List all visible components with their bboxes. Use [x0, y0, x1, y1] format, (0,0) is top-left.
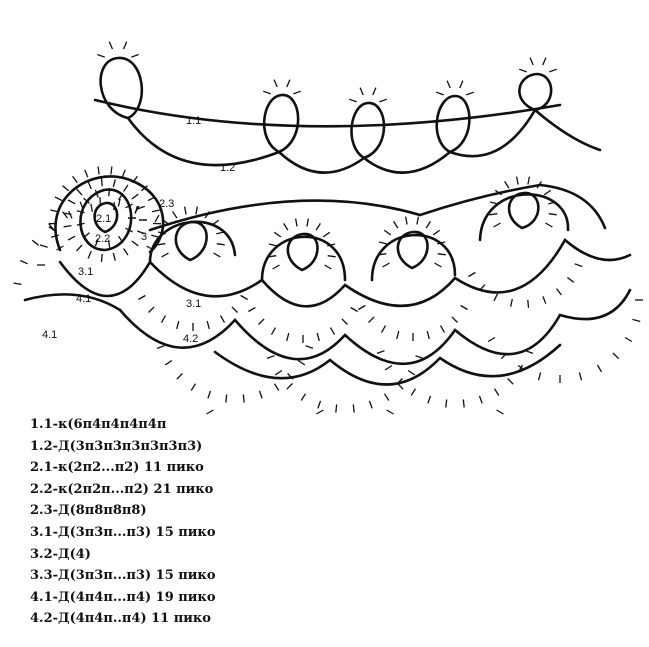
picot-mark [124, 42, 127, 49]
picot-mark [579, 372, 581, 380]
picot-mark [296, 219, 298, 227]
picot-mark [217, 244, 225, 245]
ring-1-1-b [264, 95, 298, 152]
picot-mark [293, 91, 301, 94]
picot-mark [323, 232, 330, 237]
picot-mark [241, 296, 248, 300]
picot-mark [151, 235, 159, 237]
picot-mark [301, 394, 305, 401]
picot-mark [379, 99, 387, 102]
ring-1-1-e [519, 74, 551, 110]
chain-2-3 [150, 185, 605, 230]
picot-mark [274, 80, 277, 87]
picot-mark [162, 316, 166, 323]
picot-mark [511, 299, 513, 307]
picot-mark [102, 178, 103, 186]
ring-1-1-d [437, 96, 470, 152]
picot-mark [385, 366, 392, 370]
legend-item: 3.1-Д(3п3п...п3) 15 пико [30, 524, 216, 540]
picot-mark [494, 294, 498, 301]
picot-mark [317, 410, 324, 414]
picot-mark [436, 92, 444, 95]
label-3-1-left: 3.1 [78, 266, 94, 278]
picot-mark [543, 58, 546, 65]
picot-mark [328, 256, 336, 257]
picot-mark [124, 185, 128, 192]
picot-mark [20, 261, 27, 264]
picot-mark [379, 242, 387, 244]
picot-mark [317, 333, 319, 341]
picot-mark [480, 396, 483, 404]
picot-mark [284, 223, 288, 230]
picot-mark [411, 389, 415, 396]
picot-mark [369, 317, 375, 323]
picot-mark [263, 91, 271, 94]
picot-mark [85, 170, 88, 177]
arc-row2-b [262, 237, 345, 280]
picot-mark [226, 395, 227, 403]
legend [30, 414, 216, 630]
picot-mark [406, 217, 408, 225]
picot-mark [248, 308, 255, 312]
picot-mark [243, 395, 244, 403]
picot-mark [316, 223, 320, 230]
picot-mark [221, 316, 225, 323]
picot-mark [331, 328, 335, 335]
label-4-1-a: 4.1 [76, 293, 92, 305]
picot-mark [73, 176, 78, 183]
label-3: 3 [141, 231, 148, 243]
picot-mark [273, 265, 280, 269]
picot-mark [113, 179, 115, 187]
picot-mark [232, 307, 238, 313]
picot-mark [408, 371, 415, 375]
picot-mark [488, 338, 495, 342]
picot-mark [287, 333, 289, 341]
picot-mark [287, 384, 293, 390]
picot-mark [530, 58, 533, 65]
picot-mark [489, 214, 497, 215]
picot-mark [460, 81, 463, 88]
picot-mark [55, 197, 62, 201]
picot-mark [377, 351, 385, 354]
picot-mark [370, 401, 373, 409]
picot-mark [625, 338, 632, 342]
ring-1-1-c [352, 103, 384, 158]
picot-mark [385, 394, 389, 401]
legend-item: 2.2-к(2п2п...п2) 21 пико [30, 481, 214, 497]
picot-mark [446, 400, 447, 408]
picot-mark [88, 182, 91, 189]
picot-mark [463, 400, 464, 408]
picot-mark [138, 296, 145, 300]
picot-mark [426, 221, 430, 228]
picot-mark [433, 230, 440, 235]
picot-mark [466, 92, 474, 95]
picot-mark [497, 410, 504, 414]
picot-mark [435, 263, 442, 267]
picot-mark [397, 331, 399, 339]
picot-mark [360, 88, 363, 95]
picot-mark [185, 207, 187, 215]
picot-mark [557, 289, 562, 295]
picot-mark [14, 283, 22, 284]
picot-mark [111, 166, 112, 174]
label-3-1-mid: 3.1 [186, 298, 202, 310]
picot-mark [97, 55, 105, 58]
chain-1-2 [95, 100, 560, 126]
picot-mark [298, 361, 305, 365]
label-1-2: 1.2 [220, 162, 236, 174]
picot-mark [68, 236, 75, 240]
picot-mark [88, 251, 91, 258]
picot-mark [208, 391, 211, 399]
picot-mark [349, 99, 357, 102]
picot-mark [102, 254, 103, 262]
picot-mark [394, 221, 398, 228]
picot-mark [132, 194, 138, 199]
picot-mark [438, 254, 446, 255]
legend-item: 1.1-к(6п4п4п4п4п [30, 417, 167, 432]
picot-mark [468, 273, 475, 277]
picot-mark [113, 253, 115, 261]
picot-mark [519, 69, 527, 72]
label-2-3: 2.3 [159, 198, 175, 210]
picot-mark [275, 371, 282, 375]
picot-mark [342, 319, 348, 325]
picot-mark [358, 306, 365, 310]
label-4-2: 4.2 [183, 333, 199, 345]
picot-mark [124, 249, 128, 256]
picot-mark [32, 240, 38, 245]
picot-mark [567, 278, 573, 283]
picot-mark [613, 353, 619, 359]
picot-mark [177, 374, 183, 380]
picot-mark [173, 211, 177, 218]
picot-mark [543, 296, 546, 303]
picot-mark [77, 245, 82, 251]
picot-mark [109, 42, 112, 49]
picot-mark [417, 217, 419, 225]
label-1-1: 1.1 [186, 115, 202, 127]
picot-mark [318, 401, 321, 409]
picot-mark [598, 365, 602, 372]
picot-mark [63, 186, 69, 191]
picot-mark [325, 265, 332, 269]
picot-mark [495, 389, 499, 396]
picot-mark [132, 241, 138, 246]
picot-mark [427, 331, 429, 339]
picot-mark [191, 384, 195, 391]
picot-mark [351, 308, 358, 312]
picot-mark [336, 405, 337, 413]
picot-mark [546, 223, 553, 227]
legend-item: 4.1-Д(4п4п...п4) 19 пико [30, 589, 216, 605]
picot-mark [517, 177, 519, 185]
picot-mark [307, 219, 309, 227]
picot-mark [196, 207, 198, 215]
arc-row2-d [480, 194, 568, 240]
legend-item: 1.2-Д(3п3п3п3п3п3п3) [30, 438, 203, 454]
picot-mark [131, 55, 139, 58]
picot-mark [177, 321, 179, 329]
picot-mark [275, 384, 279, 391]
label-2-2: 2.2 [95, 233, 111, 245]
picot-mark [539, 372, 541, 380]
picot-mark [149, 307, 155, 313]
picot-mark [452, 317, 458, 323]
picot-mark [544, 190, 551, 195]
picot-mark [383, 263, 390, 267]
legend-item: 2.1-к(2п2...п2) 11 пико [30, 460, 204, 476]
picot-mark [69, 211, 72, 218]
picot-mark [373, 88, 376, 95]
ring-row2-a [176, 222, 207, 260]
legend-item: 3.3-Д(3п3п...п3) 15 пико [30, 568, 216, 584]
picot-mark [287, 80, 290, 87]
picot-mark [528, 300, 529, 308]
ring-row2-d [509, 193, 538, 228]
picot-mark [528, 177, 530, 185]
picot-mark [384, 230, 391, 235]
picot-mark [447, 81, 450, 88]
arc-row2-c [372, 235, 455, 280]
legend-item: 4.2-Д(4п4п..п4) 11 пико [30, 611, 211, 627]
picot-mark [494, 223, 501, 227]
picot-mark [152, 210, 160, 212]
picot-mark [508, 379, 514, 385]
picot-mark [306, 346, 314, 349]
picot-mark [64, 226, 72, 227]
legend-item: 3.2-Д(4) [30, 546, 91, 562]
label-4-1-b: 4.1 [42, 329, 58, 341]
label-2-1: 2.1 [96, 213, 112, 225]
picot-mark [259, 319, 265, 325]
picot-mark [632, 319, 640, 321]
picot-mark [549, 69, 557, 72]
picot-mark [387, 410, 394, 414]
picot-mark [267, 356, 275, 359]
picot-mark [165, 361, 172, 365]
picot-mark [68, 200, 75, 204]
picot-mark [416, 356, 424, 359]
picot-mark [575, 264, 583, 267]
legend-item: 2.3-Д(8п8п8п8) [30, 503, 147, 519]
pattern-strokes [25, 58, 630, 385]
picot-mark [91, 204, 93, 212]
picot-mark [155, 215, 159, 222]
picot-mark [98, 166, 99, 174]
picot-mark [157, 346, 165, 349]
picot-mark [214, 253, 221, 257]
picot-mark [505, 181, 509, 188]
picot-mark [162, 253, 169, 257]
picot-mark [260, 391, 263, 399]
picot-mark [77, 189, 82, 195]
picot-mark [428, 396, 431, 404]
picot-mark [353, 405, 354, 413]
picot-mark [272, 328, 276, 335]
picot-mark [382, 326, 386, 333]
picot-mark [207, 321, 209, 329]
picot-mark [549, 214, 557, 215]
picot-mark [269, 244, 277, 246]
picot-mark [40, 245, 48, 247]
picot-mark [441, 326, 445, 333]
picot-mark [461, 306, 468, 310]
picot-mark [274, 232, 281, 237]
picot-mark [122, 170, 125, 177]
